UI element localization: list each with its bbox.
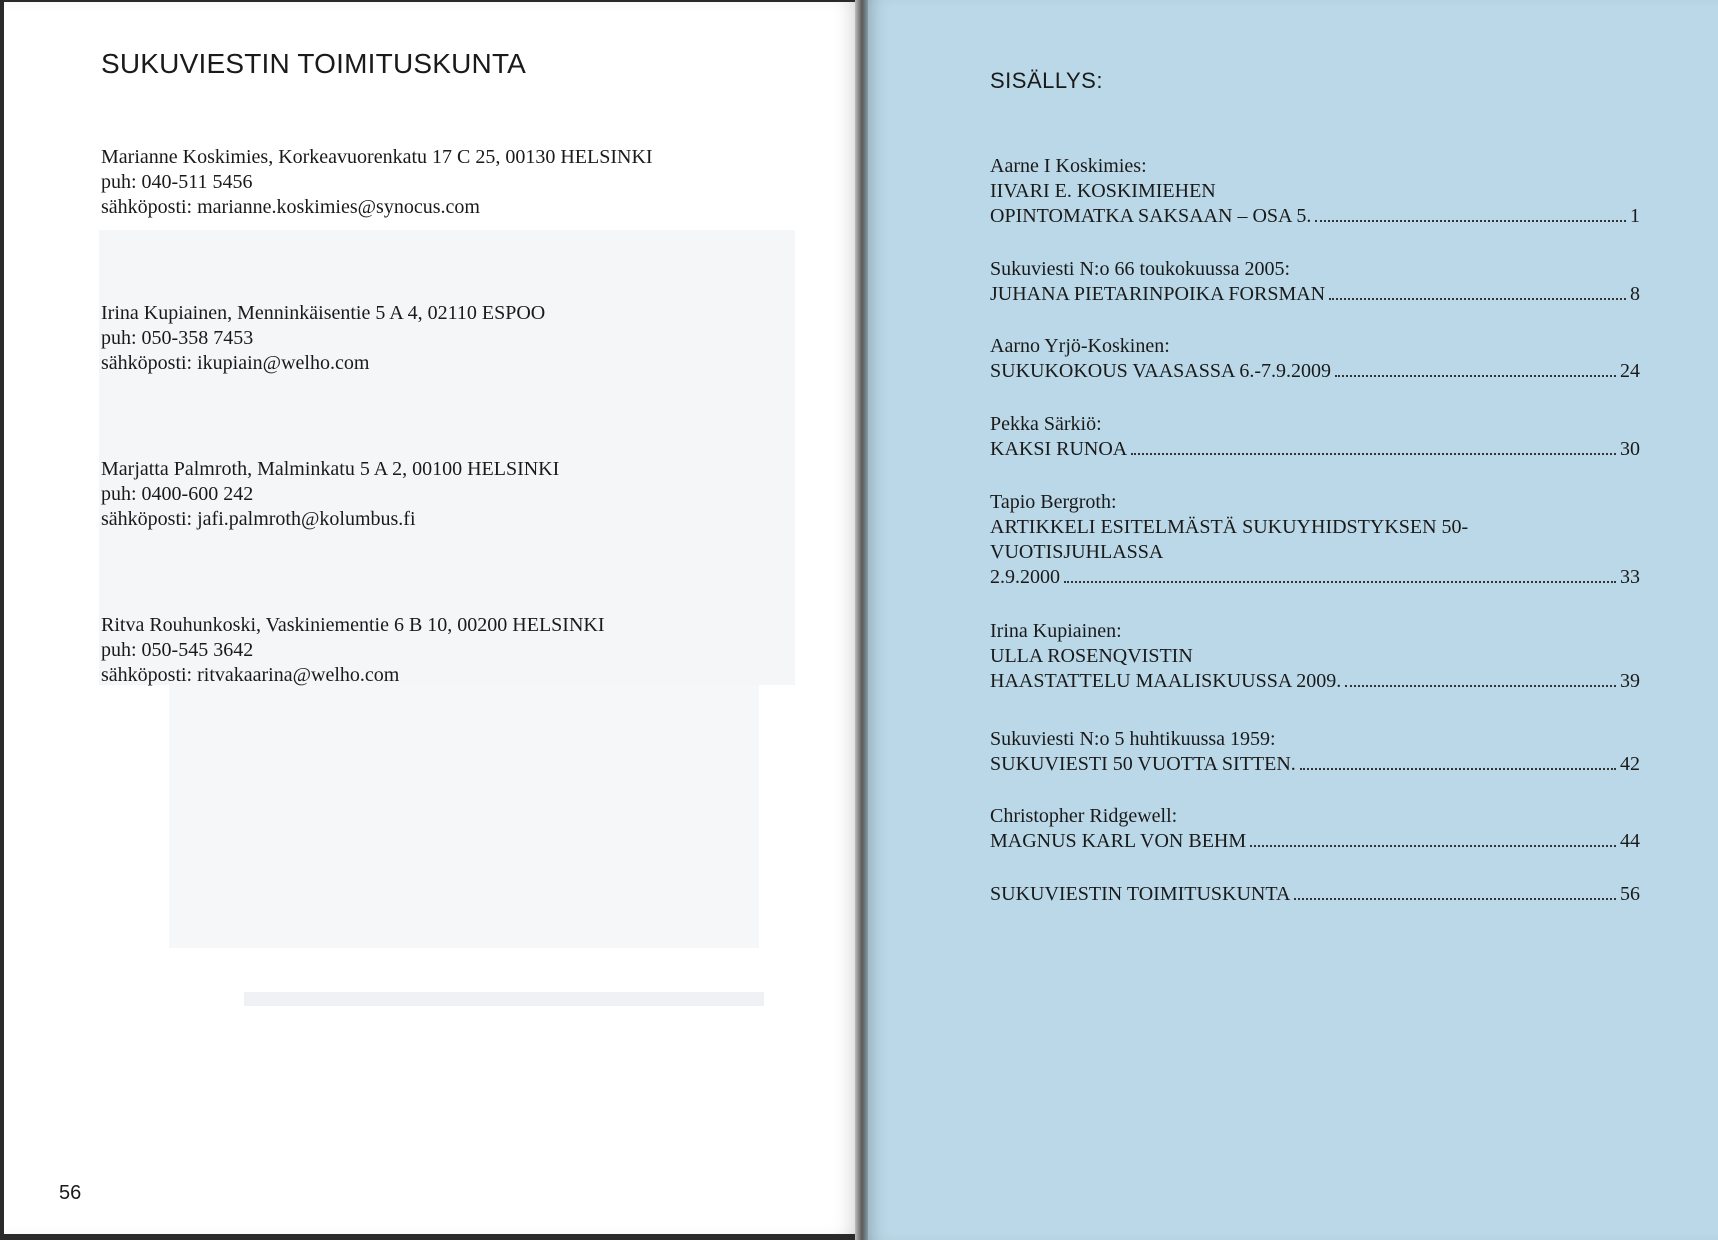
contact-email: sähköposti: ritvakaarina@welho.com (101, 664, 400, 686)
toc-title-row (990, 565, 1640, 590)
toc-line: ARTIKKELI ESITELMÄSTÄ SUKUYHIDSTYKSEN 50- (990, 516, 1469, 538)
contact-name-address: Marjatta Palmroth, Malminkatu 5 A 2, 00100 HELSINKI (101, 458, 560, 480)
toc-title-row (990, 829, 1640, 854)
toc-page-number: 1 (1630, 205, 1640, 227)
toc-title-row (990, 752, 1640, 777)
toc-title: SUKUVIESTIN TOIMITUSKUNTA (990, 883, 1291, 905)
toc-line: Aarno Yrjö-Koskinen: (990, 335, 1170, 357)
toc-title-row (990, 669, 1640, 694)
toc-line: VUOTISJUHLASSA (990, 541, 1164, 563)
toc-entry (990, 412, 1640, 462)
dot-leader (1315, 220, 1626, 222)
contact-block (101, 301, 545, 376)
contact-email: sähköposti: jafi.palmroth@kolumbus.fi (101, 508, 416, 530)
dot-leader (1300, 768, 1616, 770)
contact-phone: puh: 050-545 3642 (101, 639, 254, 661)
toc-title: KAKSI RUNOA (990, 438, 1128, 460)
dot-leader (1131, 453, 1616, 455)
toc-entry (990, 154, 1640, 229)
contact-block (101, 457, 559, 532)
contact-block (101, 613, 605, 688)
toc-title-row (990, 437, 1640, 462)
page-number: 56 (59, 1182, 82, 1204)
dot-leader (1064, 581, 1616, 583)
toc-entry (990, 334, 1640, 384)
contact-name-address: Irina Kupiainen, Menninkäisentie 5 A 4, 02110 ESPOO (101, 302, 546, 324)
toc-title-row (990, 882, 1640, 907)
toc-title-row (990, 282, 1640, 307)
toc-page-number: 42 (1620, 753, 1640, 775)
contact-block (101, 145, 653, 220)
toc-entry (990, 804, 1640, 854)
toc-page-number: 24 (1620, 360, 1640, 382)
toc-title: SUKUVIESTI 50 VUOTTA SITTEN. (990, 753, 1296, 775)
toc-line: ULLA ROSENQVISTIN (990, 645, 1193, 667)
toc-entry (990, 257, 1640, 307)
editorial-board-title: SUKUVIESTIN TOIMITUSKUNTA (101, 48, 527, 79)
toc-title: 2.9.2000 (990, 566, 1060, 588)
show-through-shadow (169, 685, 759, 948)
toc-page-number: 39 (1620, 670, 1640, 692)
toc-line: Tapio Bergroth: (990, 491, 1117, 513)
toc-title: JUHANA PIETARINPOIKA FORSMAN (990, 283, 1326, 305)
toc-title-row (990, 359, 1640, 384)
toc-page-number: 8 (1630, 283, 1640, 305)
dot-leader (1250, 845, 1616, 847)
toc-title-row (990, 204, 1640, 229)
toc-title: MAGNUS KARL VON BEHM (990, 830, 1247, 852)
contact-phone: puh: 0400-600 242 (101, 483, 254, 505)
contact-name-address: Ritva Rouhunkoski, Vaskiniementie 6 B 10, 00200 HELSINKI (101, 614, 605, 636)
toc-title: SUKUKOKOUS VAASASSA 6.-7.9.2009 (990, 360, 1331, 382)
dot-leader (1335, 375, 1616, 377)
contact-email: sähköposti: marianne.koskimies@synocus.com (101, 196, 480, 218)
toc-line: Irina Kupiainen: (990, 620, 1122, 642)
contact-email: sähköposti: ikupiain@welho.com (101, 352, 370, 374)
toc-title: OPINTOMATKA SAKSAAN – OSA 5. (990, 205, 1312, 227)
toc-line: Sukuviesti N:o 5 huhtikuussa 1959: (990, 728, 1276, 750)
contents-title: SISÄLLYS: (990, 68, 1103, 93)
toc-page-number: 30 (1620, 438, 1640, 460)
contact-phone: puh: 040-511 5456 (101, 171, 253, 193)
dot-leader (1345, 685, 1616, 687)
toc-line: IIVARI E. KOSKIMIEHEN (990, 180, 1216, 202)
toc-entry (990, 490, 1640, 590)
toc-line: Christopher Ridgewell: (990, 805, 1178, 827)
toc-page-number: 33 (1620, 566, 1640, 588)
toc-line: Aarne I Koskimies: (990, 155, 1147, 177)
dot-leader (1329, 298, 1626, 300)
toc-line: Pekka Särkiö: (990, 413, 1102, 435)
dot-leader (1294, 898, 1616, 900)
contact-name-address: Marianne Koskimies, Korkeavuorenkatu 17 C 25, 00130 HELSINKI (101, 146, 653, 168)
toc-line: Sukuviesti N:o 66 toukokuussa 2005: (990, 258, 1291, 280)
show-through-shadow (244, 992, 764, 1006)
toc-entry (990, 619, 1640, 694)
contact-phone: puh: 050-358 7453 (101, 327, 254, 349)
toc-title: HAASTATTELU MAALISKUUSSA 2009. (990, 670, 1342, 692)
toc-page-number: 56 (1620, 883, 1640, 905)
toc-entry (990, 882, 1640, 907)
toc-page-number: 44 (1620, 830, 1640, 852)
toc-entry (990, 727, 1640, 777)
book-gutter (855, 0, 869, 1240)
